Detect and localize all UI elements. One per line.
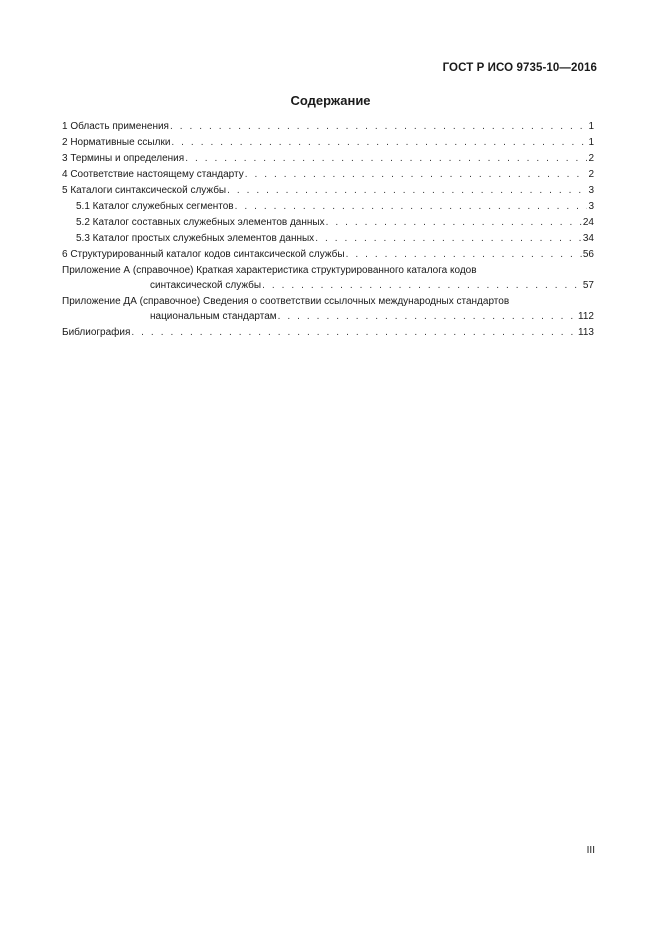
toc-entry-continuation-text: национальным стандартам xyxy=(150,311,277,322)
toc-entry-page: 2 xyxy=(588,153,594,164)
leader-dots xyxy=(262,278,582,294)
page-number: III xyxy=(586,845,595,856)
toc-entry[interactable] xyxy=(62,135,594,151)
leader-dots xyxy=(170,119,587,135)
toc-entry-appendix-da[interactable] xyxy=(62,294,594,325)
toc-entry-page: 3 xyxy=(588,185,594,196)
toc-entry-text: 5 Каталоги синтаксической службы xyxy=(62,185,227,196)
leader-dots xyxy=(227,183,587,199)
toc-entry-page: 57 xyxy=(582,280,594,291)
leader-dots xyxy=(278,309,577,325)
toc-entry[interactable] xyxy=(62,183,594,199)
leader-dots xyxy=(346,247,582,263)
toc-entry-text: 1 Область применения xyxy=(62,121,169,132)
leader-dots xyxy=(245,167,588,183)
toc-entry-appendix-a[interactable] xyxy=(62,263,594,294)
toc-entry[interactable] xyxy=(62,247,594,263)
toc-entry-text: Приложение А (справочное) Краткая характеристика структурированного каталога кодов xyxy=(62,265,477,276)
leader-dots xyxy=(326,215,582,231)
toc-entry-continuation xyxy=(62,309,594,325)
toc-entry-page: 112 xyxy=(578,311,594,322)
toc-entry[interactable] xyxy=(62,119,594,135)
toc-entry[interactable] xyxy=(62,325,594,341)
leader-dots xyxy=(185,151,587,167)
toc-entry-text: Приложение ДА (справочное) Сведения о соответствии ссылочных международных стандартов xyxy=(62,296,510,307)
toc-entry-text: 6 Структурированный каталог кодов синтаксической службы xyxy=(62,249,345,260)
toc-entry-text: Библиография xyxy=(62,327,131,338)
leader-dots xyxy=(131,325,577,341)
toc-entry-page: 2 xyxy=(588,169,594,180)
toc-entry-page: 56 xyxy=(582,249,594,260)
toc-entry-text: 5.1 Каталог служебных сегментов xyxy=(76,201,234,212)
toc-entry-text: 3 Термины и определения xyxy=(62,153,185,164)
toc-entry-text: 2 Нормативные ссылки xyxy=(62,137,171,148)
toc-subentry[interactable] xyxy=(62,231,594,247)
toc-entry-page: 3 xyxy=(588,201,594,212)
leader-dots xyxy=(315,231,582,247)
toc-entry-page: 1 xyxy=(588,121,594,132)
toc-entry-page: 1 xyxy=(588,137,594,148)
leader-dots xyxy=(171,135,587,151)
toc-entry-text: 5.3 Каталог простых служебных элементов данных xyxy=(76,233,315,244)
toc-entry-page: 34 xyxy=(582,233,594,244)
toc-entry-page: 24 xyxy=(582,217,594,228)
toc-entry[interactable] xyxy=(62,167,594,183)
toc-subentry[interactable] xyxy=(62,199,594,215)
document-code: ГОСТ Р ИСО 9735-10—2016 xyxy=(442,62,597,74)
toc-entry-continuation xyxy=(62,278,594,294)
toc-title: Содержание xyxy=(290,93,371,108)
table-of-contents xyxy=(62,119,594,341)
toc-entry-continuation-text: синтаксической службы xyxy=(150,280,262,291)
leader-dots xyxy=(235,199,588,215)
toc-entry-text: 5.2 Каталог составных служебных элементов данных xyxy=(76,217,325,228)
toc-entry-text: 4 Соответствие настоящему стандарту xyxy=(62,169,244,180)
toc-entry[interactable] xyxy=(62,151,594,167)
toc-entry-page: 113 xyxy=(578,327,594,338)
toc-subentry[interactable] xyxy=(62,215,594,231)
